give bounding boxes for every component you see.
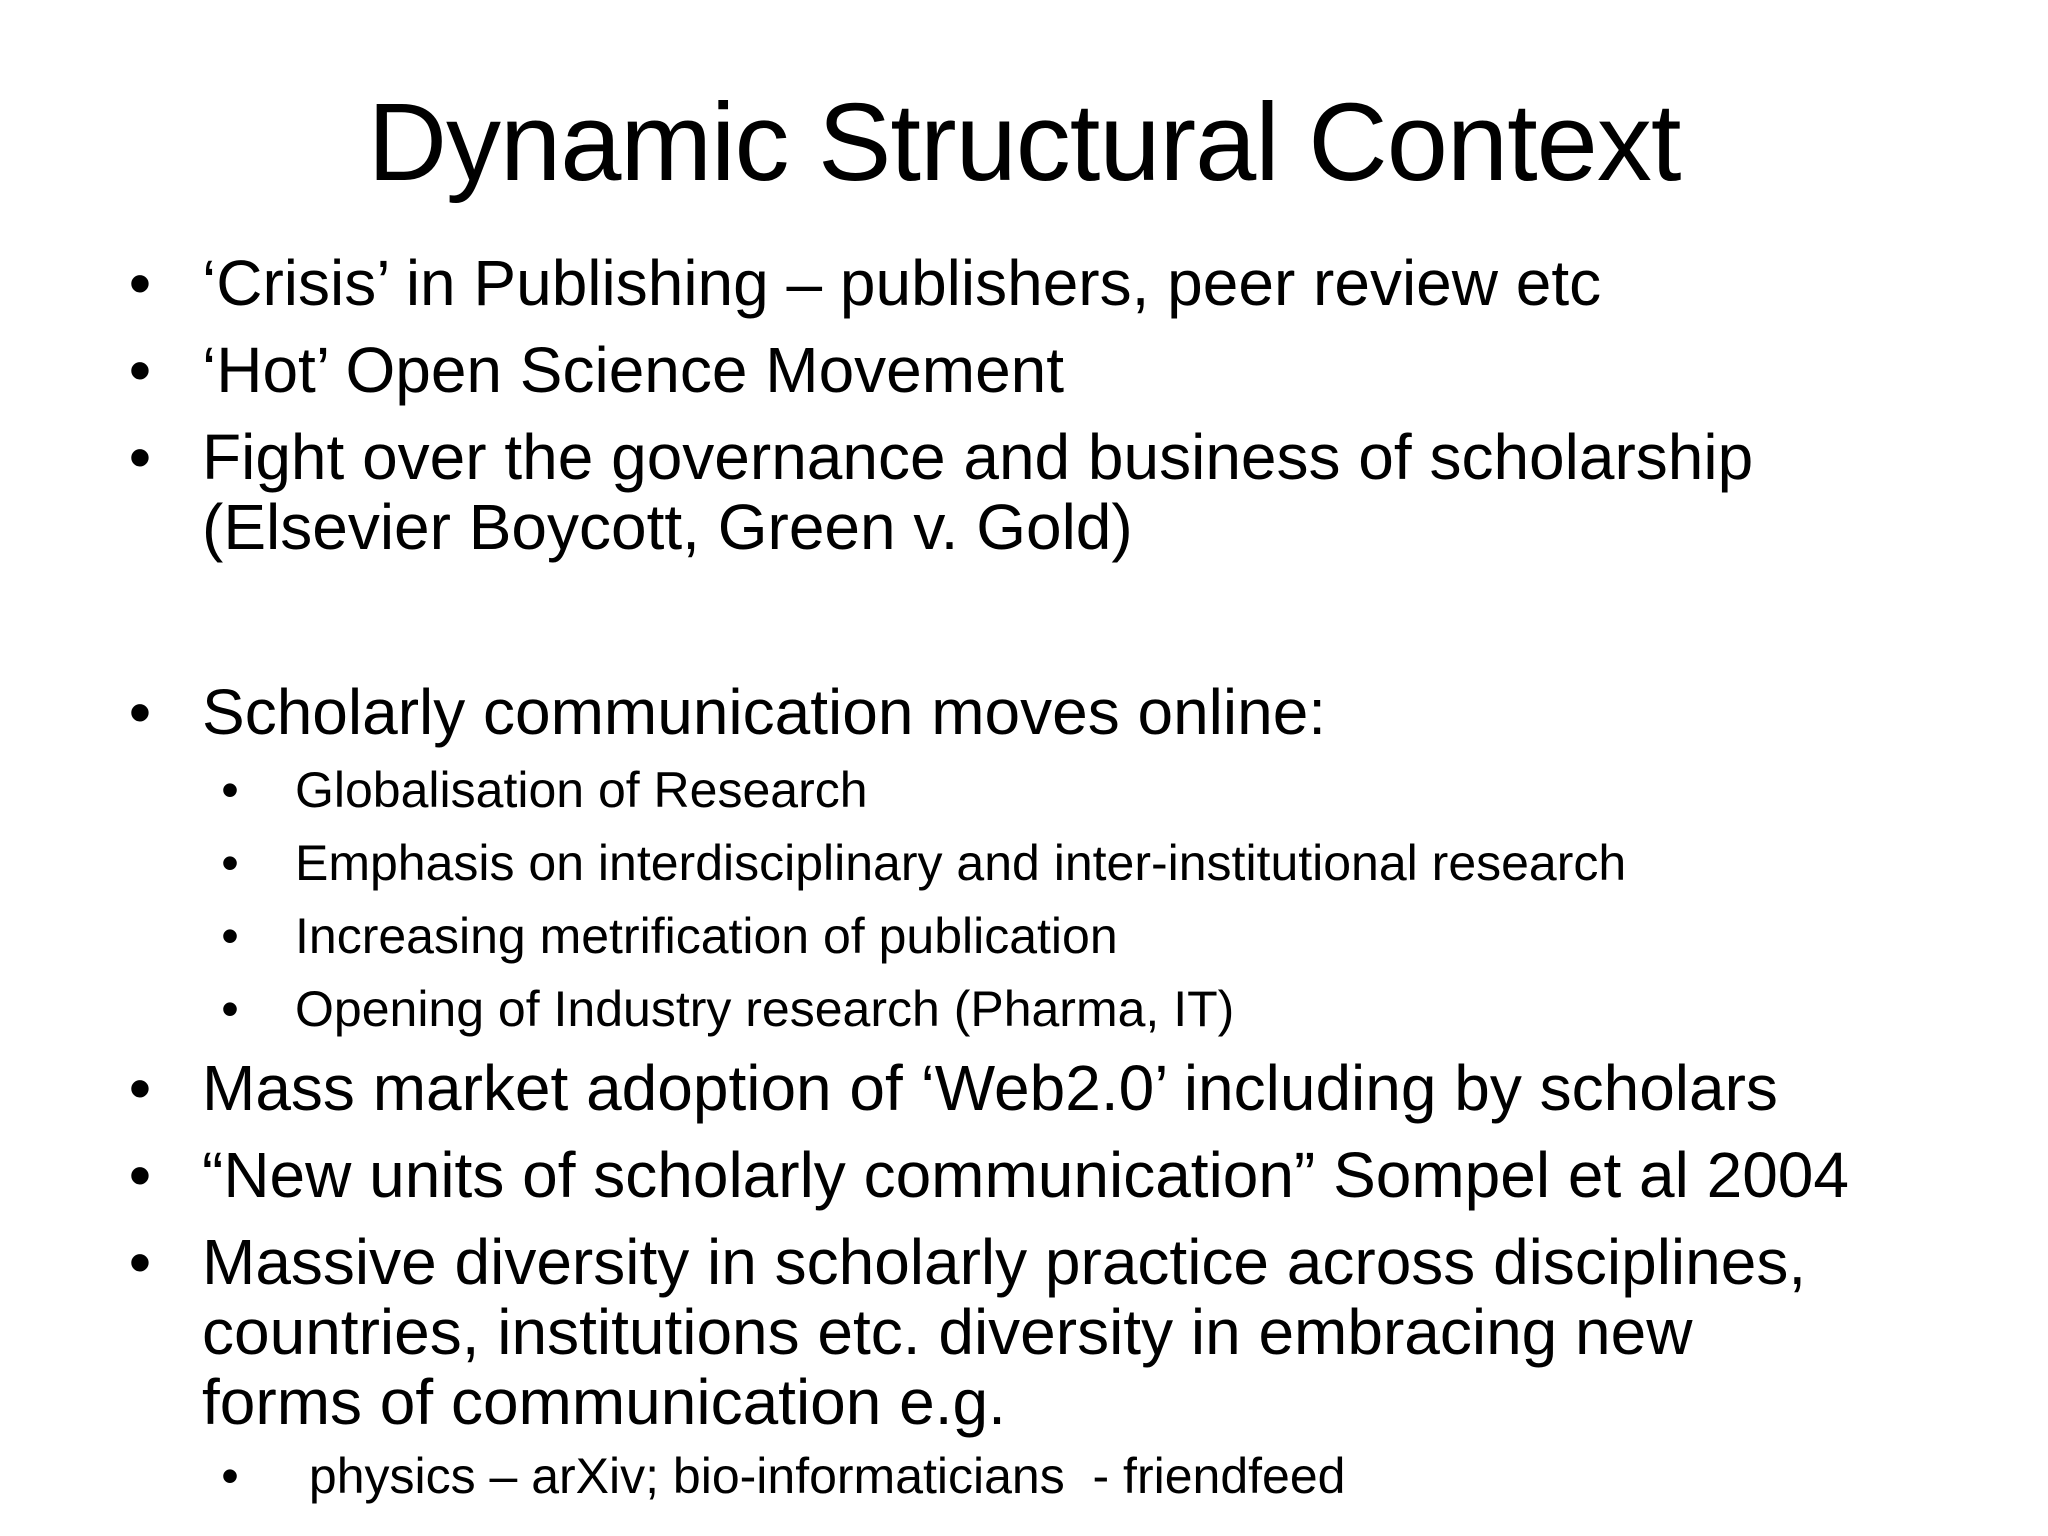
bullet-text-continued: (Elsevier Boycott, Green v. Gold) — [202, 491, 1133, 563]
slide-title: Dynamic Structural Context — [367, 81, 1681, 204]
bullet-text: Mass market adoption of ‘Web2.0’ including by scholars — [202, 1052, 1778, 1124]
bullet-icon: • — [128, 1226, 152, 1298]
bullet-text: Scholarly communication moves online: — [202, 676, 1327, 748]
bullet-text: ‘Hot’ Open Science Movement — [202, 334, 1065, 406]
bullet-icon: • — [128, 676, 152, 748]
bullet-icon: • — [128, 1052, 152, 1124]
bullet-icon: • — [128, 334, 152, 406]
bullet-icon: • — [221, 908, 239, 964]
bullet-text: Massive diversity in scholarly practice across disciplines, — [202, 1226, 1807, 1298]
bullet-icon: • — [128, 421, 152, 493]
bullet-text: ‘Crisis’ in Publishing – publishers, peer review etc — [202, 247, 1602, 319]
sub-bullet-text: Emphasis on interdisciplinary and inter-institutional research — [295, 835, 1627, 891]
sub-bullet-text: Increasing metrification of publication — [295, 908, 1118, 964]
bullet-icon: • — [221, 835, 239, 891]
bullet-text: “New units of scholarly communication” Sompel et al 2004 — [202, 1139, 1849, 1211]
bullet-icon: • — [221, 762, 239, 818]
sub-bullet-text: Globalisation of Research — [295, 762, 868, 818]
bullet-text-continued: forms of communication e.g. — [202, 1366, 1006, 1438]
bullet-icon: • — [128, 247, 152, 319]
bullet-text: Fight over the governance and business of scholarship — [202, 421, 1754, 493]
sub-bullet-text: physics – arXiv; bio-informaticians - friendfeed — [295, 1448, 1346, 1504]
bullet-icon: • — [221, 1448, 239, 1504]
bullet-icon: • — [128, 1139, 152, 1211]
bullet-icon: • — [221, 981, 239, 1037]
sub-bullet-text: Opening of Industry research (Pharma, IT) — [295, 981, 1235, 1037]
bullet-text-continued: countries, institutions etc. diversity in embracing new — [202, 1296, 1693, 1368]
